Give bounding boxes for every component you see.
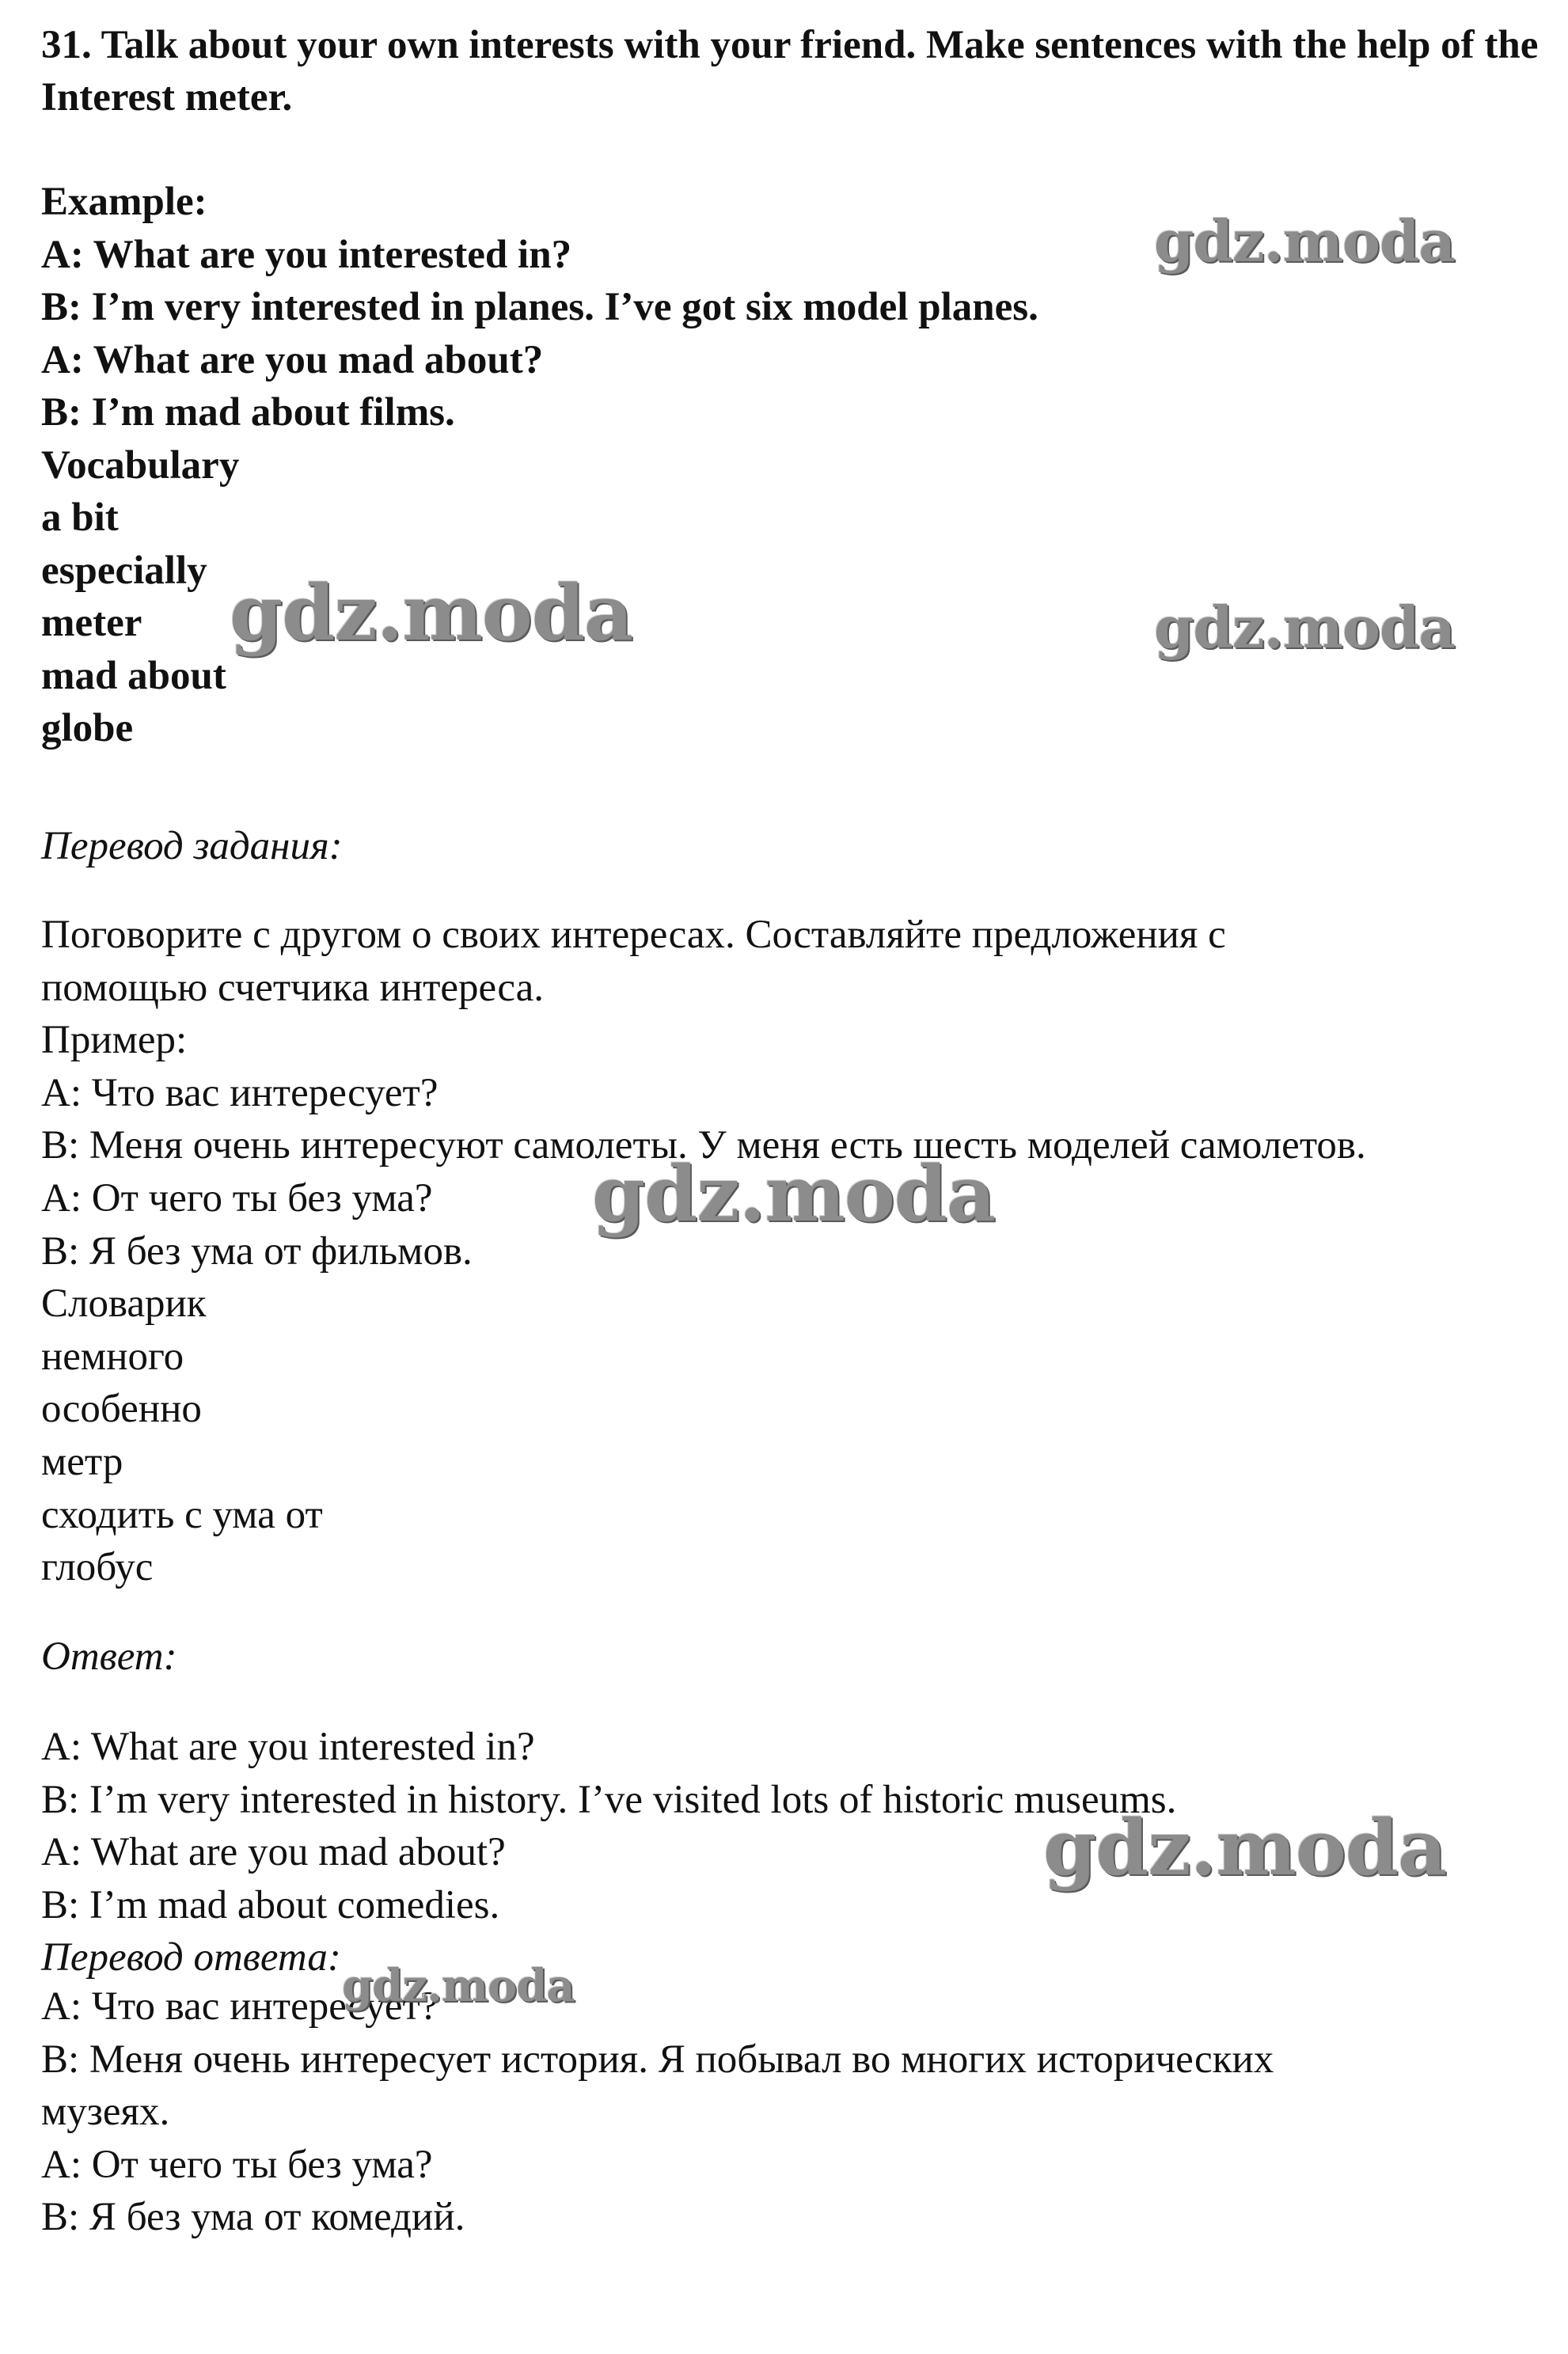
translation-line: В: Меня очень интересуют самолеты. У меня есть шесть моделей самолетов.: [41, 1123, 1366, 1168]
watermark-logo: gdz.moda: [342, 1960, 575, 2012]
translation-line: Словарик: [41, 1281, 207, 1327]
watermark-logo: gdz.moda: [1154, 207, 1455, 275]
translation-line: А: От чего ты без ума?: [41, 1175, 433, 1221]
translation-line: немного: [41, 1334, 184, 1379]
answer-heading: Ответ:: [41, 1635, 177, 1679]
vocabulary-word: globe: [41, 706, 134, 750]
answer-translation-line: А: Что вас интересует?: [41, 1984, 439, 2029]
watermark-logo: gdz.moda: [230, 568, 633, 658]
vocabulary-word: mad about: [41, 653, 226, 698]
answer-line: B: I’m mad about comedies.: [41, 1882, 500, 1927]
answer-line: A: What are you interested in?: [41, 1725, 535, 1769]
translation-line: помощью счетчика интереса.: [41, 965, 545, 1010]
example-heading: Example:: [41, 180, 207, 224]
translation-line: В: Я без ума от фильмов.: [41, 1228, 473, 1274]
watermark-logo: gdz.moda: [592, 1149, 996, 1239]
answer-translation-heading: Перевод ответа:: [41, 1935, 341, 1980]
answer-translation-line: музеях.: [41, 2090, 170, 2135]
vocabulary-word: especially: [41, 548, 207, 593]
task-title: 31. Talk about your own interests with your friend. Make sentences with the help of the Interest meter.: [41, 23, 1539, 120]
vocabulary-heading: Vocabulary: [41, 442, 240, 488]
translation-line: А: Что вас интересует?: [41, 1070, 439, 1115]
watermark-logo: gdz.moda: [1043, 1803, 1447, 1893]
translation-line: особенно: [41, 1387, 202, 1432]
vocabulary-word: meter: [41, 601, 142, 645]
answer-line: A: What are you mad about?: [41, 1830, 506, 1875]
example-line: B: I’m mad about films.: [41, 390, 455, 435]
translation-line: Поговорите с другом о своих интересах. Составляйте предложения с: [41, 913, 1226, 957]
answer-line: B: I’m very interested in history. I’ve visited lots of historic museums.: [41, 1777, 1177, 1822]
translation-heading: Перевод задания:: [41, 824, 343, 868]
translation-line: метр: [41, 1439, 123, 1484]
answer-translation-line: В: Меня очень интересует история. Я побывал во многих исторических: [41, 2037, 1274, 2082]
answer-block: [41, 1721, 1176, 1984]
answer-translation-line: В: Я без ума от комедий.: [41, 2195, 465, 2240]
spacer: [41, 123, 1545, 176]
translation-block: [41, 909, 1366, 1594]
translation-line: глобус: [41, 1545, 154, 1590]
example-line: A: What are you mad about?: [41, 337, 544, 382]
translation-line: Пример:: [41, 1018, 188, 1063]
example-line: B: I’m very interested in planes. I’ve got six model planes.: [41, 285, 1038, 329]
answer-translation-block: [41, 1980, 1274, 2244]
answer-translation-line: А: От чего ты без ума?: [41, 2142, 433, 2187]
watermark-logo: gdz.moda: [1154, 594, 1455, 661]
vocabulary-word: a bit: [41, 495, 119, 540]
example-line: A: What are you interested in?: [41, 232, 572, 277]
translation-line: сходить с ума от: [41, 1492, 323, 1537]
